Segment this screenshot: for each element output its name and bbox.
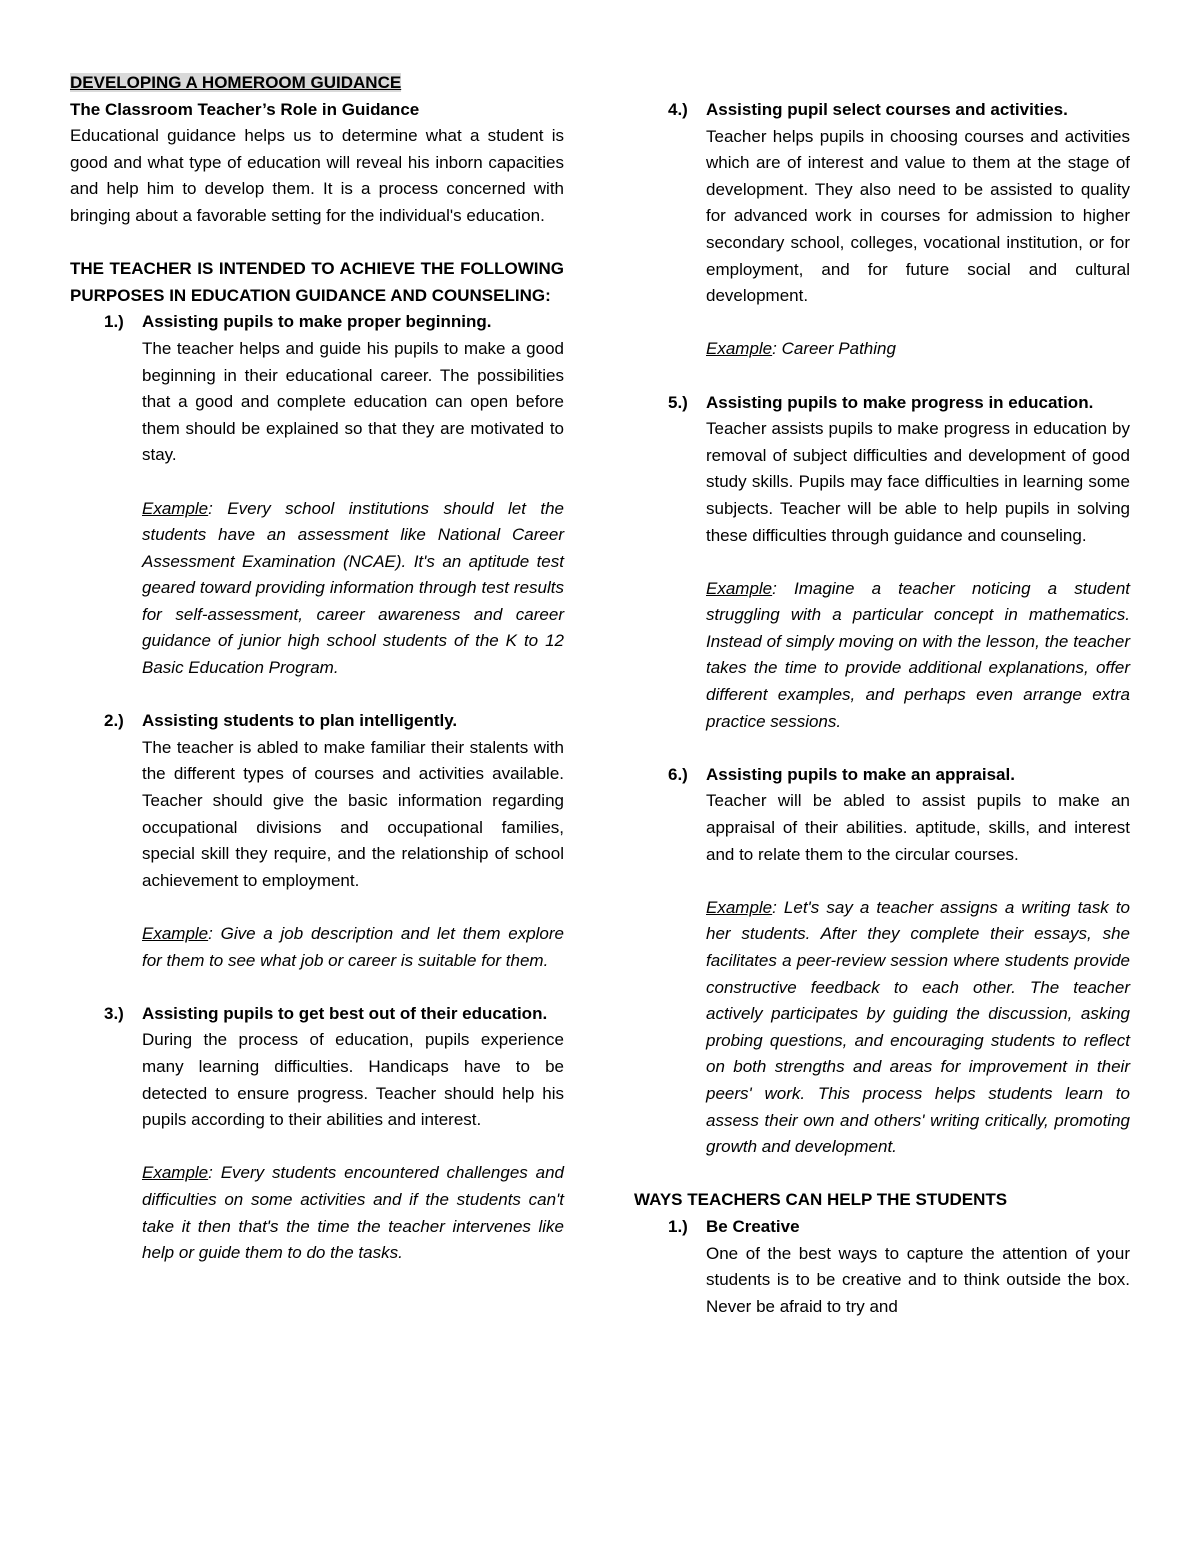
ways-item-1	[634, 1214, 1130, 1320]
example-label: Example	[706, 897, 773, 917]
example-label: Example	[706, 339, 773, 359]
left-column	[70, 70, 564, 1267]
item-number: 1.)	[104, 312, 124, 332]
item-example	[706, 336, 1130, 363]
purpose-item-3	[70, 1001, 564, 1267]
item-title: Assisting pupils to make proper beginning.	[142, 312, 492, 332]
purpose-item-1	[70, 309, 564, 681]
item-title: Assisting pupils to make an appraisal.	[706, 764, 1015, 784]
document-title: DEVELOPING A HOMEROOM GUIDANCE	[70, 73, 402, 92]
item-example	[142, 496, 564, 682]
intro-paragraph: Educational guidance helps us to determine what a student is good and what type of education will reveal his inborn capacities and help him to develop them. It is a process concerned with bringing about a favorable setting for the individual's education.	[70, 126, 564, 225]
example-label: Example	[142, 1163, 209, 1183]
item-title: Be Creative	[706, 1216, 800, 1236]
item-body: The teacher helps and guide his pupils to make a good beginning in their educational career. The possibilities that a good and complete education can open before them should be explained so that they are motivated to stay.	[142, 338, 564, 465]
purpose-item-6	[634, 762, 1130, 1161]
example-text: : Give a job description and let them explore for them to see what job or career is suitable for them.	[142, 924, 564, 970]
item-body: Teacher will be abled to assist pupils to make an appraisal of their abilities. aptitude, skills, and interest and to relate them to the circular courses.	[706, 791, 1130, 864]
item-body: Teacher assists pupils to make progress in education by removal of subject difficulties and development of good study skills. Pupils may face difficulties in learning some subjects. Teacher will be able to help pupils in solving these difficulties through guidance and counseling.	[706, 419, 1130, 545]
ways-heading: WAYS TEACHERS CAN HELP THE STUDENTS	[634, 1190, 1008, 1210]
item-body: Teacher helps pupils in choosing courses and activities which are of interest and value to them at the stage of development. They also need to be assisted to quality for advanced work in courses for admission to higher secondary school, colleges, vocational institution, or for employment, and for future social and cultural development.	[706, 126, 1130, 306]
item-number: 4.)	[668, 100, 688, 119]
example-label: Example	[142, 924, 209, 943]
item-number: 2.)	[104, 711, 124, 731]
item-example	[706, 895, 1130, 1161]
example-text: : Every school institutions should let the students have an assessment like National Career Assessment Examination (NCAE). It's an aptitude test geared toward providing information through test results for self-assessment, career awareness and career guidance of junior high school students of the K to 12 Basic Education Program.	[142, 498, 564, 678]
item-body: The teacher is abled to make familiar their stalents with the different types of courses and activities available. Teacher should give the basic information regarding occupational divisions and occupational families, special skill they require, and the relationship of school achievement to employment.	[142, 737, 564, 890]
item-number: 3.)	[104, 1003, 124, 1023]
example-text: : Career Pathing	[772, 339, 896, 359]
item-number: 6.)	[668, 764, 688, 784]
item-title: Assisting pupils to make progress in education.	[706, 392, 1094, 412]
example-label: Example	[706, 578, 773, 598]
item-example	[706, 576, 1130, 736]
example-label: Example	[142, 498, 209, 518]
item-title: Assisting pupil select courses and activities.	[706, 100, 1068, 119]
subtitle: The Classroom Teacher’s Role in Guidance	[70, 99, 420, 119]
example-text: : Let's say a teacher assigns a writing task to her students. After they complete their essays, she facilitates a peer-review session where students provide constructive feedback to each other. The teacher actively participates by guiding the discussion, asking probing questions, and encouraging students to reflect on both strengths and areas for improvement in their peers' work. This process helps students learn to assess their own and others' writing critically, promoting growth and development.	[706, 897, 1130, 1157]
purposes-heading: THE TEACHER IS INTENDED TO ACHIEVE THE FOLLOWING PURPOSES IN EDUCATION GUIDANCE AND COUNSELING:	[70, 259, 564, 305]
purpose-item-4	[634, 97, 1130, 363]
item-number: 5.)	[668, 392, 688, 412]
item-title: Assisting pupils to get best out of their education.	[142, 1003, 548, 1023]
example-text: : Every students encountered challenges and difficulties on some activities and if the students can't take it then that's the time the teacher intervenes like help or guide them to do the tasks.	[142, 1163, 564, 1263]
item-number: 1.)	[668, 1216, 688, 1236]
purpose-item-2	[70, 708, 564, 974]
right-column	[634, 97, 1130, 1320]
item-body: One of the best ways to capture the attention of your students is to be creative and to think outside the box. Never be afraid to try and	[706, 1243, 1130, 1316]
item-title: Assisting students to plan intelligently.	[142, 711, 458, 731]
item-example	[142, 921, 564, 974]
example-text: : Imagine a teacher noticing a student struggling with a particular concept in mathematics. Instead of simply moving on with the lesson, the teacher takes the time to provide additional explanations, offer different examples, and perhaps even arrange extra practice sessions.	[706, 578, 1130, 731]
item-body: During the process of education, pupils experience many learning difficulties. Handicaps have to be detected to ensure progress. Teacher should help his pupils according to their abilities and interest.	[142, 1030, 564, 1130]
purpose-item-5	[634, 390, 1130, 736]
item-example	[142, 1160, 564, 1266]
